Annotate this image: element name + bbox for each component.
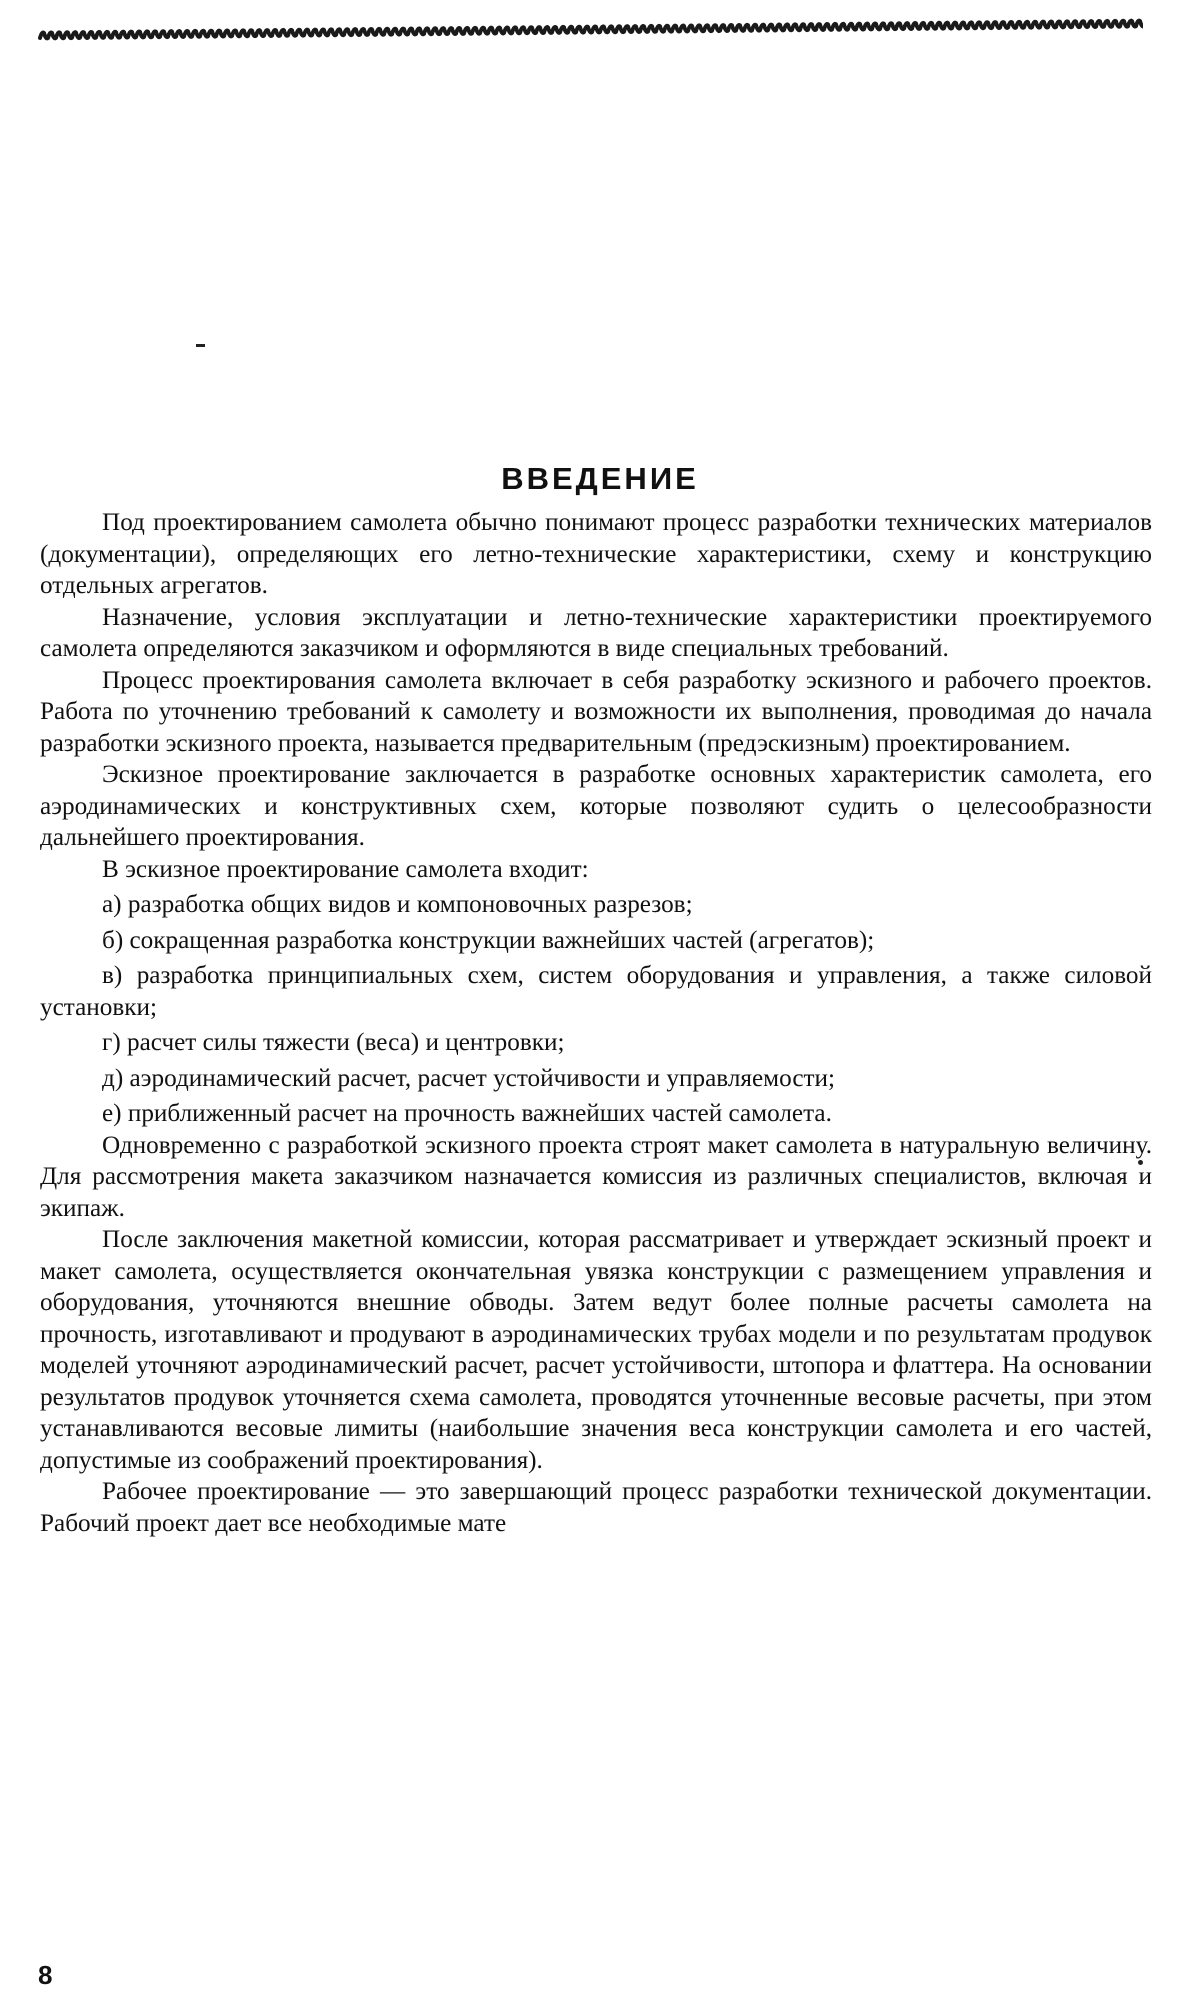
paragraph: Процесс проектирования самолета включает в себя разработку эскизного и рабочего проектов. Работа по уточнению требований к самолету и возможности их выполнения, проводимая до начала разработки эскизного проекта, называется предварительным (предэскизным) проектированием. xyxy=(40,666,1152,757)
decorative-wavy-rule xyxy=(38,10,1143,50)
list-item: а) разработка общих видов и компоновочных разрезов; xyxy=(102,891,693,918)
list-item: д) аэродинамический расчет, расчет устойчивости и управляемости; xyxy=(102,1064,835,1092)
paragraph: После заключения макетной комиссии, которая рассматривает и утверждает эскизный проект и макет самолета, осуществляется окончательная увязка конструкции с размещением управления и оборудования, уточняются внешние обводы. Затем ведут более полные расчеты самолета на прочность, изготавливают и продувают в аэродинамических трубах модели и по результатам продувок моделей уточняют аэродинамический расчет, расчет устойчивости, штопора и флаттера. На основании результатов продувок уточняется схема самолета, проводятся уточненные весовые расчеты, при этом устанавливаются весовые лимиты (наибольшие значения веса конструкции самолета и его частей, допустимые из соображений проектирования). xyxy=(40,1226,1152,1474)
list-item: в) разработка принципиальных схем, систем оборудования и управления, а также силовой установки; xyxy=(40,962,1152,1021)
list-item: г) расчет силы тяжести (веса) и центровки; xyxy=(102,1029,565,1056)
paragraph: Одновременно с разработкой эскизного проекта строят макет самолета в натуральную величину. Для рассмотрения макета заказчиком назначается комиссия из различных специалистов, включая и экипаж. xyxy=(40,1131,1152,1222)
paragraph: Эскизное проектирование заключается в разработке основных характеристик самолета, его аэродинамических и конструктивных схем, которые позволяют судить о целесообразности дальнейшего проектирования. xyxy=(40,761,1152,851)
body-text xyxy=(40,507,1152,1539)
list-item: е) приближенный расчет на прочность важнейших частей самолета. xyxy=(102,1100,832,1127)
paragraph: Назначение, условия эксплуатации и летно-технические характеристики проектируемого самолета определяются заказчиком и оформляются в виде специальных требований. xyxy=(40,603,1152,662)
paragraph: В эскизное проектирование самолета входит: xyxy=(102,855,589,883)
paragraph: Под проектированием самолета обычно понимают процесс разработки технических материалов (документации), определяющих его летно-технические характеристики, схему и конструкцию отдельных агрегатов. xyxy=(40,509,1152,599)
paragraph: Рабочее проектирование — это завершающий процесс разработки технической документации. Рабочий проект дает все необходимые мате xyxy=(40,1478,1152,1537)
list-item: б) сокращенная разработка конструкции важнейших частей (агрегатов); xyxy=(102,926,875,954)
stray-mark xyxy=(196,344,205,347)
page-number: 8 xyxy=(38,1960,53,1990)
page-title: ВВЕДЕНИЕ xyxy=(501,460,699,496)
